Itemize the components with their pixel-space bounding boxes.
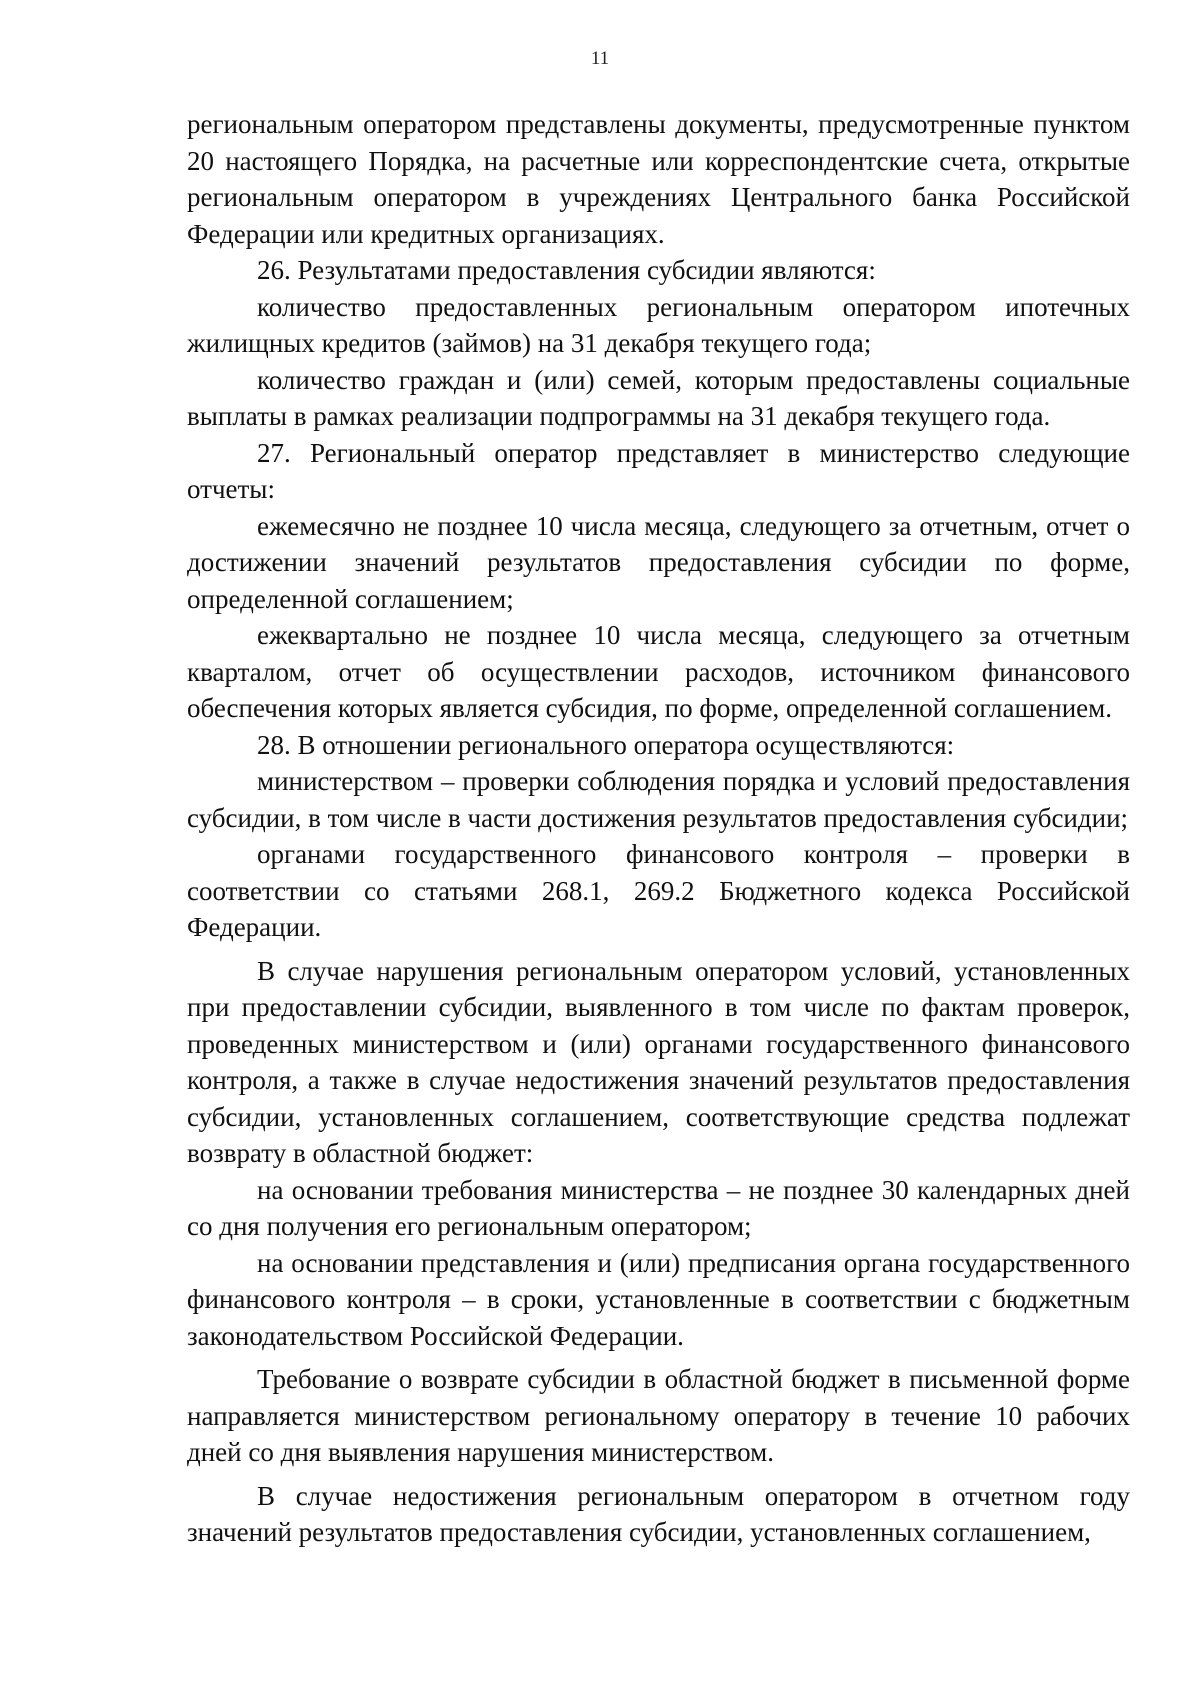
paragraph-non-achievement: В случае недостижения региональным оператором в отчетном году значений результатов предоставления субсидии, установленных соглашением, — [187, 1480, 1130, 1547]
paragraph-item-26: 26. Результатами предоставления субсидии являются: — [257, 255, 876, 285]
paragraph-result-families: количество граждан и (или) семей, которым предоставлены социальные выплаты в рамках реализации подпрограммы на 31 декабря текущего года. — [187, 364, 1130, 431]
paragraph-item-27: 27. Региональный оператор представляет в министерство следующие отчеты: — [187, 437, 1130, 504]
paragraph-ministry-checks: министерством – проверки соблюдения порядка и условий предоставления субсидии, в том числе в части достижения результатов предоставления субсидии; — [187, 766, 1130, 833]
paragraph-return-requirement: Требование о возврате субсидии в областной бюджет в письменной форме направляется министерством региональному оператору в течение 10 рабочих дней со дня выявления нарушения министерством. — [187, 1364, 1130, 1467]
paragraph-quarterly-report: ежеквартально не позднее 10 числа месяца, следующего за отчетным кварталом, отчет об осуществлении расходов, источником финансового обеспечения которых является субсидия, по форме, определенной соглашением. — [187, 620, 1130, 723]
paragraph-violation-return: В случае нарушения региональным оператором условий, установленных при предоставлении субсидии, выявленного в том числе по фактам проверок, проведенных министерством и (или) органами государственного финансового контроля, а также в случае недостижения значений результатов предоставления субсидии, установленных соглашением, соответствующие средства подлежат возврату в областной бюджет: — [187, 955, 1130, 1168]
paragraph-item-28: 28. В отношении регионального оператора осуществляются: — [257, 729, 955, 760]
document-body — [187, 106, 1130, 1551]
page-number: 11 — [590, 48, 610, 69]
paragraph-result-mortgages: количество предоставленных региональным оператором ипотечных жилищных кредитов (займов) на 31 декабря текущего года; — [187, 291, 1130, 358]
paragraph-control-order: на основании представления и (или) предписания органа государственного финансового контроля – в сроки, установленные в соответствии с бюджетным законодательством Российской Федерации. — [187, 1247, 1130, 1351]
paragraph-financial-control-checks: органами государственного финансового контроля – проверки в соответствии со статьями 268.1, 269.2 Бюджетного кодекса Российской Федерации. — [187, 839, 1130, 942]
paragraph-ministry-requirement: на основании требования министерства – не позднее 30 календарных дней со дня получения его региональным оператором; — [187, 1174, 1130, 1241]
paragraph-continuation: региональным оператором представлены документы, предусмотренные пунктом 20 настоящего Порядка, на расчетные или корреспондентские счета, открытые региональным оператором в учреждениях Центрального банка Российской Федерации или кредитных организациях. — [187, 109, 1130, 249]
paragraph-monthly-report: ежемесячно не позднее 10 числа месяца, следующего за отчетным, отчет о достижении значений результатов предоставления субсидии по форме, определенной соглашением; — [187, 510, 1130, 614]
